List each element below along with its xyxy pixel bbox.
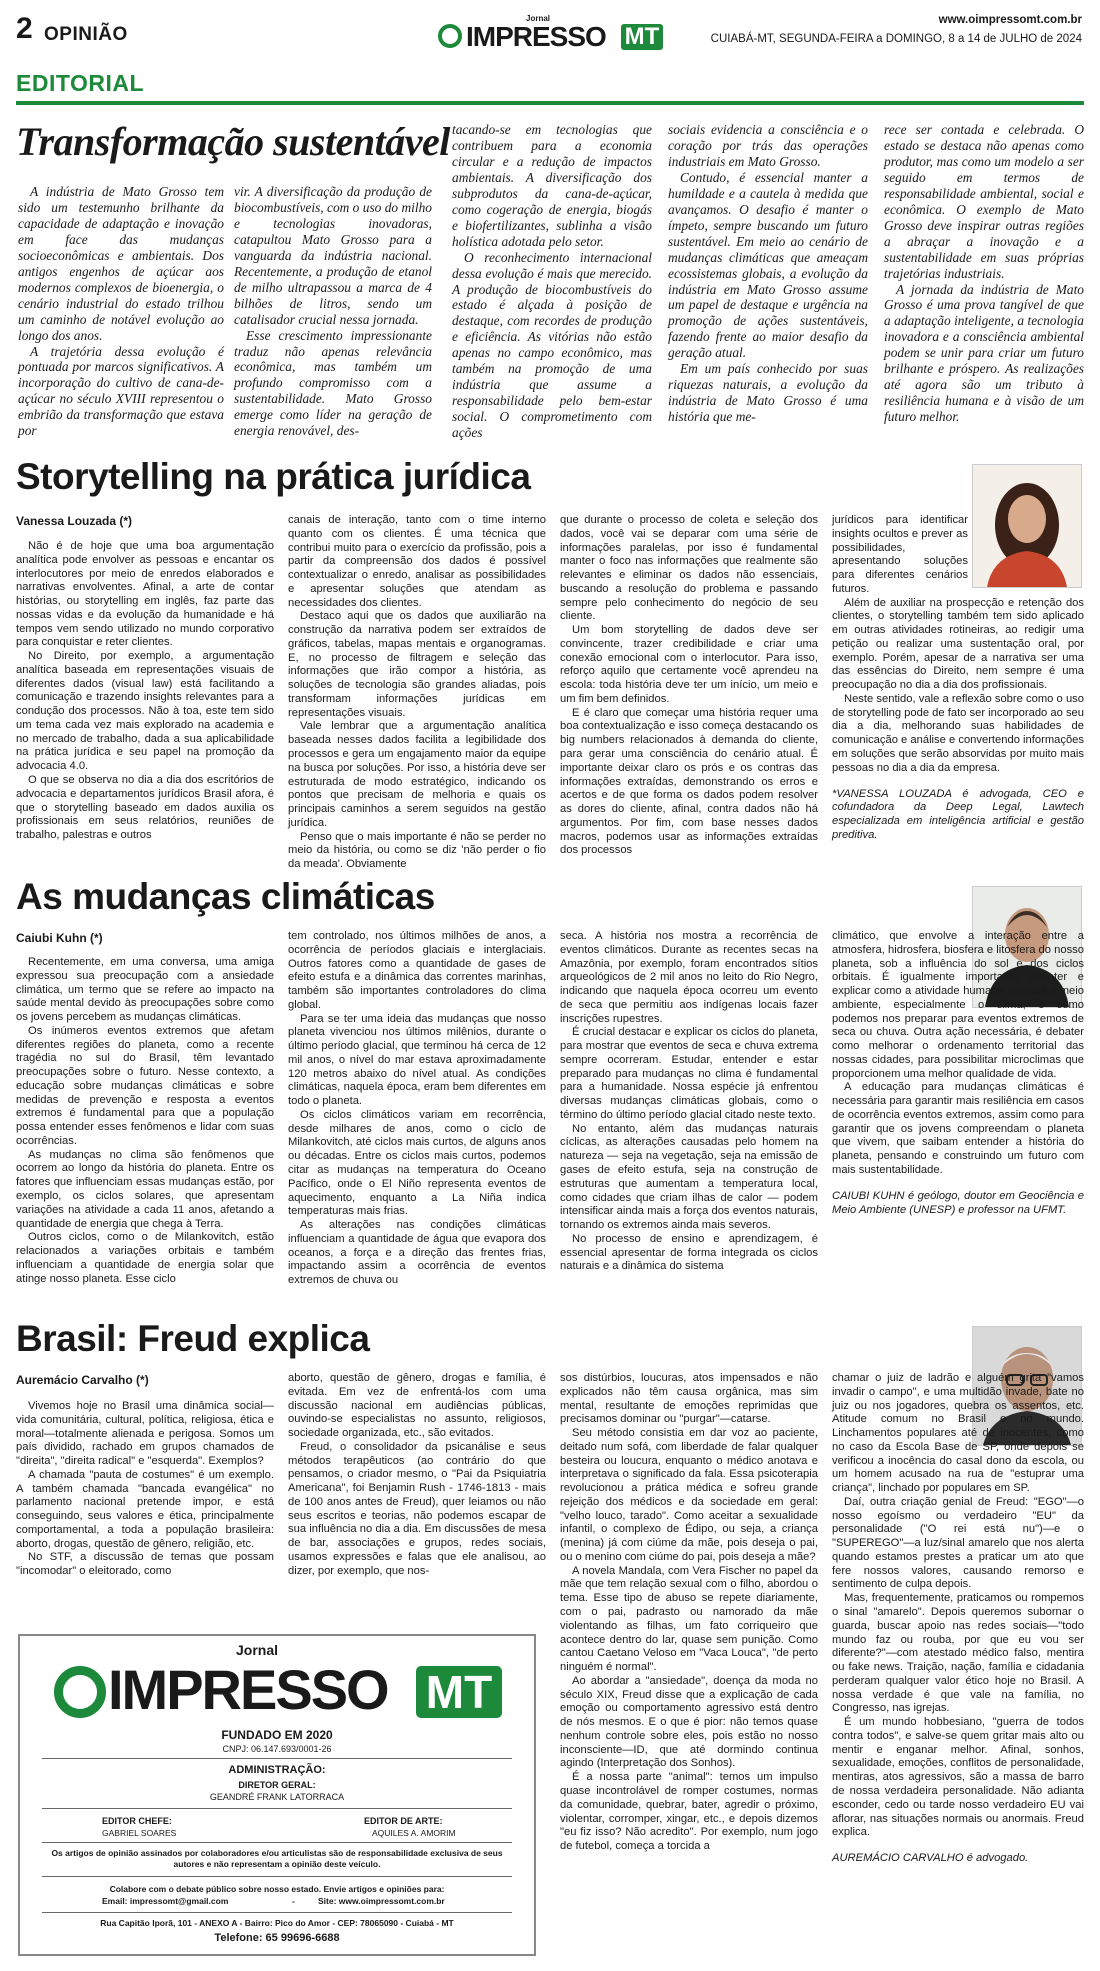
paragraph: É crucial destacar e explicar os ciclos do planeta, para mostrar que eventos de seca e chuva extrema sempre ocorreram. Estudar, entender e estar preparado para mudanças no clima é fundamental para a humanidade. Nossa espécie já enfrentou diversas mudanças climáticas globais, como o término do último período glacial citado neste texto.: [560, 1026, 818, 1121]
website-link[interactable]: www.oimpressomt.com.br: [938, 14, 1082, 26]
paragraph: Ao abordar a "ansiedade", doença da moda no século XIX, Freud disse que a explicação de cada emoção ou comportamento agressivo está dentro de nós mesmos. E o que é pior: não temos quase nenhum controle sobre eles, pois estão no nosso inconsciente—ID, que até dormindo continua agindo (Interpretação dos Sonhos).: [560, 1674, 818, 1770]
paragraph: As alterações nas condições climáticas influenciam a quantidade de água que evapora dos oceanos, a força e a direção das frentes frias, impactando assim a ocorrência de eventos extremos de chuva ou: [288, 1219, 546, 1287]
article-byline: Caiubi Kuhn (*): [16, 931, 103, 945]
editorial-col-2: [234, 184, 432, 439]
paragraph: Neste sentido, vale a reflexão sobre como o uso de storytelling pode de fato ser incorporado ao seu dia a dia, melhorando suas habilidades de comunicação e análise e convertendo informações em soluções que serão absorvidas por muito mais pessoas no dia a dia da empresa.: [832, 692, 1084, 774]
paragraph: vir. A diversificação da produção de biocombustíveis, com o uso do milho e tecnologias inovadoras, catapultou Mato Grosso para a vanguarda da indústria nacional. Recentemente, a produção de etanol de milho ultrapassou a marca de 4 bilhões de litros, sendo um catalisador crucial nessa jornada.: [234, 184, 432, 327]
author-bio: *VANESSA LOUZADA é advogada, CEO e cofundadora da Deep Legal, Lawtech especializada em inteligência artificial e gestão preditiva.: [832, 787, 1084, 841]
divider: [42, 1758, 512, 1759]
article-col-2: [288, 1372, 546, 1578]
logo-jornal-label: Jornal: [526, 14, 551, 23]
article-col-3: [560, 514, 818, 858]
paragraph: rece ser contada e celebrada. O estado se destaca não apenas como produtor, mas como um modelo a ser seguido em termos de responsabilidade ambiental, social e econômica. O exemplo de Mato Grosso deve inspirar outras regiões a abraçar a inovação e a sustentabilidade em suas próprias trajetórias industriais.: [884, 122, 1084, 281]
dateline: CUIABÁ-MT, SEGUNDA-FEIRA a DOMINGO, 8 a 14 de JULHO de 2024: [710, 33, 1082, 45]
article-col-2: [288, 514, 546, 872]
disclaimer-text: Os artigos de opinião assinados por colaboradores e/ou articulistas são de responsabilidade exclusiva de seus autores e não representam a opinião deste veículo.: [51, 1848, 503, 1869]
article-col-4: [832, 1372, 1084, 1866]
paragraph: Recentemente, em uma conversa, uma amiga expressou sua preocupação com a ansiedade climática, um termo que se refere ao impacto na saúde mental devido às preocupações sobre como os jovens percebem as mudanças climáticas.: [16, 956, 274, 1024]
admin-label: ADMINISTRAÇÃO:: [228, 1764, 326, 1776]
logo-mt-badge: MT: [621, 24, 663, 50]
paragraph: Os ciclos climáticos variam em recorrência, desde milhares de anos, como o ciclo de Milankovitch, até ciclos mais curtos, de alguns anos ou décadas. Entre os ciclos mais curtos, podemos citar as mudanças na temperatura do Oceano Pacífico, onde o El Niño representa eventos de aquecimento, enquanto a La Niña indica temperaturas mais frias.: [288, 1108, 546, 1218]
paragraph: que durante o processo de coleta e seleção dos dados, você vai se deparar com uma série de informações paralelas, por isso é fundamental manter o foco nas informações que realmente são relevantes e eliminar os dados não essenciais, buscando a resolução do problema e passando sempre pelo conhecimento do negócio de seu cliente.: [560, 514, 818, 623]
paragraph: Não é de hoje que uma boa argumentação analítica pode envolver as pessoas e encantar os interlocutores por meio de enredos elaborados e narrativas envolventes. Afinal, a arte de contar histórias, ou storytelling em inglês, faz parte das nossas vidas e da evolução da humanidade e há tempos vem sendo utilizado no mundo corporativo para conquistar e reter clientes.: [16, 540, 274, 649]
paragraph: Vivemos hoje no Brasil uma dinâmica social—vida comunitária, cultural, política, religiosa, ética e moral—totalmente alienada e perigosa. Somos um país dividido, rachado em grupos chamados de "direita", "direita radical" e "esquerda". Exemplos?: [16, 1400, 274, 1468]
article-col-2: [288, 930, 546, 1288]
logo-o-icon: [54, 1666, 106, 1718]
chief-editor-label: EDITOR CHEFE:: [102, 1816, 172, 1826]
logo-o-icon: [438, 24, 462, 48]
paragraph: seca. A história nos mostra a recorrência de eventos climáticos. Durante as recentes secas na Amazônia, por exemplo, foram encontrados sítios arqueológicos de 2 mil anos no leito do Rio Negro, indicando que naquela época ocorreu um evento de seca que permitiu aos indígenas locais fazer inscrições rupestres.: [560, 930, 818, 1025]
paragraph: No STF, a discussão de temas que possam "incomodar" o eleitorado, como: [16, 1551, 274, 1578]
article-title: Storytelling na prática jurídica: [16, 456, 531, 497]
paragraph: Esse crescimento impressionante traduz não apenas relevância econômica, mas também um profundo compromisso com a sustentabilidade. Mato Grosso emerge como líder na geração de energia renovável, des-: [234, 327, 432, 439]
contact-email[interactable]: Email: impressomt@gmail.com: [102, 1896, 229, 1906]
paragraph: Contudo, é essencial manter a humildade e a cautela à medida que avançamos. O desafio é manter o ímpeto, sempre buscando um futuro sustentável. Em meio ao cenário de mudanças climáticas que ameaçam ecossistemas globais, a evolução da indústria em Mato Grosso assume um papel de destaque e urgência na promoção de ações sustentáveis, fazendo frente ao maior desafio da geração atual.: [668, 169, 868, 361]
paragraph: A jornada da indústria de Mato Grosso é uma prova tangível de que a adaptação inteligente, a tecnologia inovadora e a consciência ambiental podem se unir para criar um futuro brilhante e próspero. As realizações até agora são um tributo à resiliência humana e à visão de um futuro melhor.: [884, 281, 1084, 425]
paragraph: chamar o juiz de ladrão e alguém grita "vamos invadir o campo", e uma multidão invade, bate no juiz ou nos jogadores, quebra os assentos, etc. Atitude comum no Brasil e no mundo. Linchamentos populares até de inocentes, como no caso da Escola Base de SP, onde depois se verificou a inocência do casal dono da escola, ou um homem acusado na rua de "estuprar uma criança", linchado por populares em SP.: [832, 1372, 1084, 1495]
paragraph: No processo de ensino e aprendizagem, é essencial apresentar de forma integrada os ciclos naturais e a dinâmica do sistema: [560, 1232, 818, 1273]
divider: [42, 1808, 512, 1809]
paragraph: A novela Mandala, com Vera Fischer no papel da mãe que tem relação sexual com o filho, abordou o tema. Esse tipo de abuso se repete diariamente, com o pai, padrasto ou namorado da mãe violentando as filhas, um fato corriqueiro que acontece dentro do lar, quase sem punição. Como cantou Caetano Veloso em "Vaca Louca", "de perto ninguém é normal".: [560, 1564, 818, 1674]
article-byline: Auremácio Carvalho (*): [16, 1373, 149, 1387]
contact-site[interactable]: Site: www.oimpressomt.com.br: [318, 1896, 445, 1906]
divider: [42, 1842, 512, 1843]
article-col-1: [16, 956, 274, 1286]
author-bio: AUREMÁCIO CARVALHO é advogado.: [832, 1852, 1029, 1865]
paragraph: Outros ciclos, como o de Milankovitch, estão relacionados a variações orbitais e também influenciam a quantidade de energia solar que atinge nosso planeta. Esse ciclo: [16, 1231, 274, 1285]
logo-jornal-label: Jornal: [236, 1642, 279, 1658]
paragraph: sos distúrbios, loucuras, atos impensados e não explicados não têm causa orgânica, mas sim mental, resultante de emoções reprimidas que precisamos dominar ou "purgar"—catarse.: [560, 1372, 818, 1426]
article-col-1: [16, 540, 274, 843]
paragraph: Daí, outra criação genial de Freud: "EGO"—o nosso egoísmo ou verdadeiro "EU" da personalidade ("O rei está nu")—e o "SUPEREGO"—a luz/sinal amarelo que nos alerta quando estamos prestes a praticar um ato que fere nossos valores, causando remorso e sentimento de culpa depois.: [832, 1495, 1084, 1591]
cnpj-text: CNPJ: 06.147.693/0001-26: [222, 1744, 332, 1754]
article-title: As mudanças climáticas: [16, 876, 435, 917]
paragraph: O que se observa no dia a dia dos escritórios de advocacia e departamentos jurídicos Brasil afora, é que o storytelling baseado em dados auxilia os profissionais em seus relatórios, reuniões de trabalho, palestras e outros: [16, 774, 274, 842]
editorial-rule: [16, 101, 1084, 105]
editorial-label: EDITORIAL: [16, 70, 145, 96]
editorial-col-1: [18, 184, 224, 439]
paragraph: Destaco aqui que os dados que auxiliarão na construção da narrativa podem ser extraídos de gráficos, tabelas, mapas mentais e organogramas. E, no processo de filtragem e seleção das informações que irão compor a história, as soluções de tecnologia são grandes aliadas, pois transformam informações jurídicas em representações visuais.: [288, 610, 546, 719]
contact-separator: -: [292, 1896, 295, 1906]
editorial-col-5: [884, 122, 1084, 425]
editorial-col-4: [668, 122, 868, 425]
section-name: OPINIÃO: [44, 24, 128, 45]
paragraph: A educação para mudanças climáticas é necessária para garantir mais resiliência em casos de ocorrência eventos extremos, assim como para garantir que os jovens compreendam o planeta que vivem, que saibam entender a história do planeta, pensando e construindo um futuro com mais sustentabilidade.: [832, 1081, 1084, 1177]
paragraph: As mudanças no clima são fenômenos que ocorrem ao longo da história do planeta. Entre os fatores que influenciam essas mudanças estão, por exemplo, os ciclos solares, que apresentam variações na atividade a cada 11 anos, afetando a quantidade de energia que chega à Terra.: [16, 1148, 274, 1230]
article-byline: Vanessa Louzada (*): [16, 514, 133, 528]
art-editor-name: AQUILES A. AMORIM: [372, 1828, 456, 1838]
paragraph: Mas, frequentemente, praticamos ou rompemos o sinal "amarelo". Depois queremos subornar o guarda, buscar apoio nas redes sociais—"todo mundo faz ou rouba, por que eu vou ser diferente?"—com atestado médico falso, mentira ou fake news. Traição, nação, família e cidadania perderam qualquer valor ético hoje no Brasil. A nossa verdade é que vale na família, no Congresso, nas igrejas.: [832, 1592, 1084, 1715]
paragraph: climático, que envolve a interação entre a atmosfera, hidrosfera, biosfera e litosfera do nosso planeta, sob a influência do sol e dos ciclos orbitais. É igualmente importante debater e explicar como a atividade humana impacta o meio ambiente, especialmente o clima, e como podemos nos preparar para eventos extremos de seca ou chuva. Outra ação necessária, é debater como melhorar o ordenamento territorial das nossas cidades, para possibilitar microclimas que proporcionem uma melhor qualidade de vida.: [832, 930, 1084, 1080]
article-col-3: [560, 1372, 818, 1854]
address-text: Rua Capitão Iporã, 101 - ANEXO A - Bairro: Pico do Amor - CEP: 78065090 - Cuiabá - MT: [100, 1918, 454, 1928]
masthead-logo: [438, 14, 668, 54]
paragraph: É um mundo hobbesiano, "guerra de todos contra todos", e salve-se quem gritar mais alto ou mentir e enganar melhor. Afinal, sonhos, sexualidade, emoções, conflitos de personalidade, mentiras, atos agressivos, são a massa de barro de nossa verdadeira personalidade. Não adianta esconder, cedo ou tarde nosso verdadeiro EU vai aflorar, nas situações normais ou anormais. Freud explica.: [832, 1716, 1084, 1839]
paragraph: A trajetória dessa evolução é pontuada por marcos significativos. A incorporação do cultivo de cana-de-açúcar no século XVIII representou o embrião da transformação que estava por: [18, 343, 224, 439]
paragraph: jurídicos para identificar insights ocultos e prever as possibilidades, apresentando soluções para diferentes cenários futuros.: [832, 514, 968, 595]
logo-mt-badge: MT: [416, 1666, 502, 1718]
chief-editor-name: GABRIEL SOARES: [102, 1828, 177, 1838]
phone-text: Telefone: 65 99696-6688: [214, 1932, 340, 1944]
author-bio: CAIUBI KUHN é geólogo, doutor em Geociência e Meio Ambiente (UNESP) e professor na UFMT.: [832, 1189, 1084, 1216]
paragraph: Em um país conhecido por suas riquezas naturais, a evolução da indústria de Mato Grosso é uma história que me-: [668, 361, 868, 425]
paragraph: E é claro que começar uma história requer uma boa contextualização e isso começa destacando os big numbers relacionados à demanda do cliente, para gerar uma consciência do cenário atual. É importante deixar claro os prós e os contras das informações extraídas, demonstrando os erros e acertos e de que forma os dados podem resolver as dores do cliente, afinal, contra dados não há argumentos. Por fim, com base nesses dados macros, podemos usar as informações extraídas dos processos: [560, 706, 818, 857]
paragraph: Para se ter uma ideia das mudanças que nosso planeta vivenciou nos últimos milênios, durante o último período glacial, que terminou há cerca de 12 mil anos, o nível do mar estava aproximadamente 120 metros abaixo do nível atual. As condições climáticas, naquela época, eram bem diferentes em todo o planeta.: [288, 1012, 546, 1108]
paragraph: aborto, questão de gênero, drogas e família, é evitada. Em vez de enfrentá-los com uma discussão nacional em audiências públicas, ouvindo-se especialistas no assunto, religiosos, sociedade organizada, etc., são evitados.: [288, 1372, 546, 1440]
divider: [42, 1912, 512, 1913]
paragraph: No Direito, por exemplo, a argumentação analítica baseada em representações visuais de diferentes dados (visual law) está facilitando a comunicação e trazendo insights relevantes para a condução dos processos. Não à toa, este tem sido um tema cada vez mais explorado na academia e no mercado de trabalho, dada a sua aplicabilidade na prática jurídica e seu papel na promoção da advocacia 4.0.: [16, 650, 274, 773]
director-name: GEANDRÉ FRANK LATORRACA: [209, 1792, 345, 1802]
paragraph: canais de interação, tanto com o time interno quanto com os clientes. É uma técnica que contribui muito para o exercício da profissão, pois a partir da compreensão dos dados é possível contextualizar o enredo, analisar as possibilidades e apresentar soluções que atendam as necessidades dos clientes.: [288, 514, 546, 609]
director-label: DIRETOR GERAL:: [238, 1780, 316, 1790]
paragraph: A indústria de Mato Grosso tem sido um testemunho brilhante da capacidade de adaptação e inovação em face das mudanças socioeconômicas e ambientais. Dos antigos engenhos de açúcar aos modernos complexos de bioenergia, o cenário industrial do estado trilhou um caminho de notável evolução ao longo dos anos.: [18, 184, 224, 343]
paragraph: Um bom storytelling de dados deve ser convincente, trazer credibilidade e criar uma conexão emocional com o interlocutor. Para isso, reforço aquilo que certamente você aprendeu na escola: toda história deve ter um início, um meio e um fim bem definidos.: [560, 624, 818, 705]
founded-text: FUNDADO EM 2020: [221, 1728, 333, 1742]
paragraph: Vale lembrar que a argumentação analítica baseada nesses dados facilita a legibilidade dos processos e gera um engajamento maior da equipe na busca por soluções. Por isso, a história deve ser estruturada de modo estratégico, indicando os pontos que precisam de melhoria e quais os principais caminhos a serem seguidos na gestão jurídica.: [288, 720, 546, 829]
article-col-1: [16, 1400, 274, 1579]
page-number: 2: [16, 12, 33, 45]
article-col-4: [832, 514, 1084, 843]
paragraph: Penso que o mais importante é não se perder no meio da história, ou como se diz 'não perder o fio da meada'. Obviamente: [288, 830, 546, 871]
paragraph: Além de auxiliar na prospecção e retenção dos clientes, o storytelling também tem sido aplicado em outras atividades rotineiras, ao redigir uma petição ou realizar uma sustentação oral, por exemplo. Porém, apesar de a narrativa ser uma das essências do Direito, nem sempre é uma preocupação no dia a dia dos profissionais.: [832, 596, 1084, 692]
article-col-3: [560, 930, 818, 1274]
paragraph: Seu método consistia em dar voz ao paciente, deitado num sofá, com liberdade de falar qualquer besteira ou loucura, enquanto o médico anotava e interpretava o significado da fala. Essa psicoterapia revolucionou a prática médica e sofreu grande rejeição dos médicos e da sociedade em geral: "velho louco, tarado". Como aceitar a sexualidade infantil, o complexo de Édipo, ou seja, a criança (menina) já com ciúme da mãe, pois deseja o pai, ou o menino com ciúme do pai, pois deseja a mãe?: [560, 1427, 818, 1563]
editorial-col-3: [452, 122, 652, 441]
article-col-4: [832, 930, 1084, 1217]
paragraph: É a nossa parte "animal": temos um impulso quase incontrolável de romper costumes, normas da comunidade, quebrar, bater, agredir o próximo, violentar, corromper, xingar, etc., e depois dizemos "eu fiz isso? Não acredito". Por exemplo, num jogo de futebol, começa a torcida a: [560, 1771, 818, 1853]
paragraph: Os inúmeros eventos extremos que afetam diferentes regiões do planeta, como a recente tragédia no sul do Brasil, têm levantado preocupações sobre o futuro. Nesse contexto, a educação sobre mudanças climáticas e sobre medidas de prevenção e resposta a eventos extremos é fundamental para que a população possa entender esses fenômenos e lidar com suas ocorrências.: [16, 1024, 274, 1147]
editorial-title: Transformação sustentável: [16, 119, 450, 164]
logo-main-text: IMPRESSO: [466, 21, 606, 52]
paragraph: O reconhecimento internacional dessa evolução é mais que merecido. A produção de biocombustíveis do estado é alçada à posição de destaque, com recordes de produção e eficiência. As vitórias não estão apenas no campo econômico, mas também na promoção de uma indústria que assume a responsabilidade pelo bem-estar social. O comprometimento com ações: [452, 249, 652, 441]
paragraph: Freud, o consolidador da psicanálise e seus métodos terapêuticos (ao contrário do que pensamos, o criador mesmo, o "Pai da Psiquiatria Americana", foi Benjamin Rush - 1746-1813 - mais de 100 anos antes de Freud), quer leiamos ou não seus escritos e teorias, não podemos escapar de sua influência no dia a dia. Em discussões de mesa de bar, associações e grupos, redes sociais, usamos expressões e falas que ele analisou, ao dizer, por exemplo, que nos-: [288, 1440, 546, 1577]
paragraph: tacando-se em tecnologias que contribuem para a economia circular e a redução de impactos ambientais. A diversificação dos subprodutos da cana-de-açúcar, como cogeração de energia, biogás e biofertilizantes, sublinha a visão holística adotada pelo setor.: [452, 122, 652, 249]
expediente-box: [18, 1634, 536, 1956]
paragraph: sociais evidencia a consciência e o coração por trás das operações industriais em Mato Grosso.: [668, 122, 868, 169]
article-title: Brasil: Freud explica: [16, 1318, 370, 1359]
divider: [42, 1876, 512, 1877]
paragraph: No entanto, além das mudanças naturais cíclicas, as alterações causadas pelo homem na natureza — seja na vegetação, seja na emissão de gases de efeito estufa, seja na construção de estruturas que aumentam a temperatura local, como cidades que criam ilhas de calor — podem intensificar ainda mais a força dos eventos naturais, tornando os extremos ainda mais severos.: [560, 1122, 818, 1232]
art-editor-label: EDITOR DE ARTE:: [364, 1816, 443, 1826]
paragraph: tem controlado, nos últimos milhões de anos, a ocorrência de períodos glaciais e interglaciais. Outros fatores como a quantidade de gases de efeito estufa e a dinâmica das correntes marinhas, também são importantes controladores do clima global.: [288, 930, 546, 1011]
paragraph: A chamada "pauta de costumes" é um exemplo. A também chamada "bancada evangélica" no parlamento nacional pretende impor, e está conseguindo, seus valores e ética, principalmente comportamental, a toda a população brasileira: aborto, drogas, questão de gênero, religião, etc.: [16, 1468, 274, 1550]
logo-main-text: IMPRESSO: [108, 1658, 388, 1721]
collaborate-text: Colabore com o debate público sobre nosso estado. Envie artigos e opiniões para:: [109, 1884, 445, 1894]
